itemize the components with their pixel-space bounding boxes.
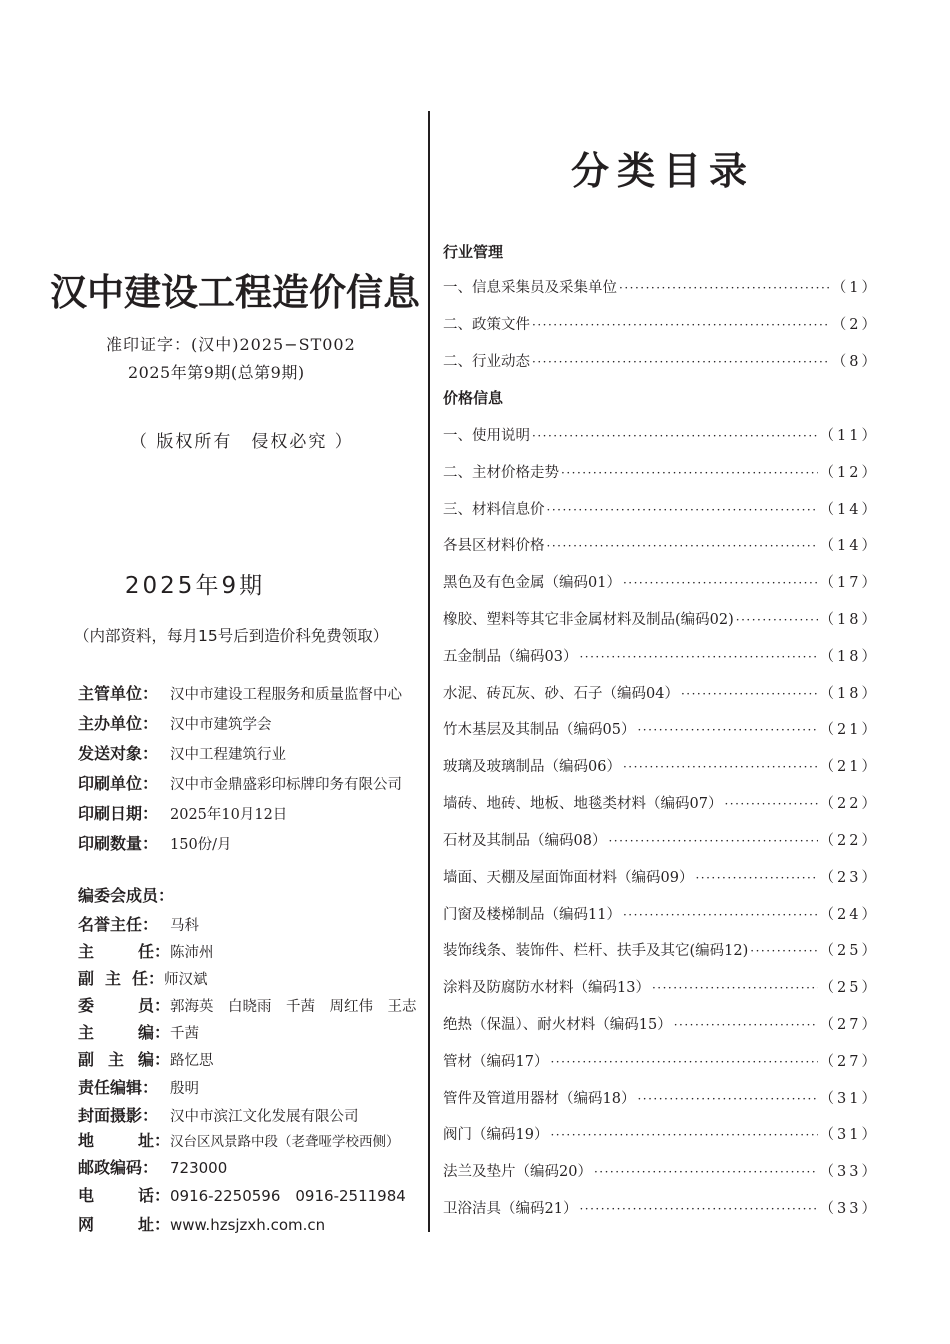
board-value: 郭海英 白晓雨 千茜 周红伟 王志 [170,999,417,1015]
board-label: 副 主 任： [78,969,164,988]
leader-dots [637,1092,817,1106]
toc-entry[interactable]: 卫浴洁具（编码21） ····· （33） [443,1197,879,1218]
board-row-postal-code [78,1155,227,1178]
page-number: （2） [831,317,879,333]
toc-entry[interactable]: 装饰线条、装饰件、栏杆、扶手及其它(编码12) ····· （25） [443,939,879,960]
website-link[interactable]: www.hzsjzxh.com.cn [170,1216,326,1234]
toc-entry[interactable]: 管件及管道用器材（编码18） ····· （31） [443,1087,879,1108]
board-label: 主 任： [78,942,170,961]
info-row-printer [78,771,402,794]
info-label: 印刷数量： [78,834,159,853]
info-label: 发送对象： [78,744,159,763]
table-of-contents [443,0,883,1344]
board-value: 殷明 [170,1081,199,1097]
toc-entry[interactable]: 涂料及防腐防水材料（编码13） ····· （25） [443,976,879,997]
page-number: （24） [819,907,879,923]
issue-heading: 2025年9期 [124,573,266,599]
leader-dots [594,1165,818,1179]
toc-entry[interactable]: 阀门（编码19） ····· （31） [443,1123,879,1144]
page-number: （25） [819,943,879,959]
toc-entry[interactable]: 竹木基层及其制品（编码05） ····· （21） [443,718,879,739]
distribution-note: （内部资料，每月15号后到造价科免费领取） [74,627,389,645]
leader-dots [652,981,818,995]
board-label: 名誉主任： [78,915,159,934]
board-row-deputy-director [78,966,208,989]
info-row-supervisor [78,681,402,704]
leader-dots [579,650,817,664]
board-value: 陈沛州 [170,945,214,961]
board-label: 责任编辑： [78,1078,159,1097]
page-number: （27） [819,1017,879,1033]
board-value: 师汉斌 [164,972,208,988]
info-value: 汉中市金鼎盛彩印标牌印务有限公司 [170,777,402,793]
leader-dots [579,1202,817,1216]
page-number: （12） [819,465,879,481]
leader-dots [550,1055,817,1069]
board-value: 路忆思 [170,1053,214,1069]
board-label: 电 话： [78,1186,170,1205]
board-row-website [78,1212,325,1235]
leader-dots [695,871,817,885]
page-number: （31） [819,1127,879,1143]
page-number: （14） [819,502,879,518]
leader-dots [750,944,817,958]
page-number: （25） [819,980,879,996]
toc-entry[interactable]: 管材（编码17） ····· （27） [443,1050,879,1071]
info-label: 主办单位： [78,714,159,733]
leader-dots [608,834,817,848]
toc-section-heading: 价格信息 [443,389,504,407]
info-label: 印刷日期： [78,804,159,823]
page-number: （27） [819,1054,879,1070]
page-number: （33） [819,1164,879,1180]
toc-entry[interactable]: 墙面、天棚及屋面饰面材料（编码09） ····· （23） [443,866,879,887]
info-value: 汉中市建筑学会 [170,717,272,733]
info-value: 汉中市建设工程服务和质量监督中心 [170,687,402,703]
leader-dots [681,687,818,701]
page-number: （18） [819,612,879,628]
board-row-cover-photo [78,1103,359,1126]
page-number: （21） [819,759,879,775]
leader-dots [736,613,818,627]
board-label: 委 员： [78,996,170,1015]
page-number: （1） [831,280,879,296]
toc-entry[interactable]: 石材及其制品（编码08） ····· （22） [443,829,879,850]
leader-dots [532,355,830,369]
leader-dots [674,1018,818,1032]
page-number: （18） [819,686,879,702]
toc-entry[interactable]: 三、材料信息价 ····· （14） [443,498,879,519]
board-row-director [78,939,214,962]
page-number: （11） [819,428,879,444]
board-label: 副 主 编： [78,1050,170,1069]
board-label: 网 址： [78,1215,170,1234]
toc-entry[interactable]: 二、行业动态 ····· （8） [443,350,879,371]
toc-entry[interactable]: 门窗及楼梯制品（编码11） ····· （24） [443,903,879,924]
page-number: （17） [819,575,879,591]
toc-entry[interactable]: 橡胶、塑料等其它非金属材料及制品(编码02) ····· （18） [443,608,879,629]
leader-dots [532,429,818,443]
board-row-address [78,1128,400,1151]
board-value: 723000 [170,1159,228,1177]
page-number: （22） [819,833,879,849]
board-row-deputy-editor [78,1047,214,1070]
info-row-audience [78,741,286,764]
page-number: （18） [819,649,879,665]
page-number: （8） [831,354,879,370]
copyright-notice: （ 版权所有 侵权必究 ） [130,432,354,452]
page-number: （23） [819,870,879,886]
board-value: 汉台区风景路中段（老聋哑学校西侧） [170,1134,400,1150]
info-value: 汉中工程建筑行业 [170,747,286,763]
info-label: 印刷单位： [78,774,159,793]
toc-entry[interactable]: 水泥、砖瓦灰、砂、石子（编码04） ····· （18） [443,682,879,703]
board-label: 主 编： [78,1023,170,1042]
column-divider [428,111,430,1232]
page-number: （22） [819,796,879,812]
permit-number: 准印证字：(汉中)2025−ST002 [106,335,356,354]
toc-entry[interactable]: 一、信息采集员及采集单位 ····· （1） [443,276,879,297]
page-number: （14） [819,538,879,554]
toc-entry[interactable]: 一、使用说明 ····· （11） [443,424,879,445]
leader-dots [623,908,818,922]
board-title: 编委会成员： [78,886,175,905]
info-row-print-date [78,801,287,824]
toc-section-heading: 行业管理 [443,243,504,261]
board-value: 千茜 [170,1026,199,1042]
leader-dots [561,466,818,480]
board-label: 邮政编码： [78,1158,159,1177]
toc-entry[interactable]: 二、主材价格走势 ····· （12） [443,461,879,482]
board-row-honorary-director [78,912,199,935]
board-value: 马科 [170,918,199,934]
toc-entry[interactable]: 五金制品（编码03） ····· （18） [443,645,879,666]
leader-dots [637,723,817,737]
toc-entry[interactable]: 二、政策文件 ····· （2） [443,313,879,334]
toc-entry[interactable]: 墙砖、地砖、地板、地毯类材料（编码07） ····· （22） [443,792,879,813]
board-value: 0916-2250596 0916-2511984 [170,1187,406,1205]
info-value: 150份/月 [170,837,232,853]
leader-dots [623,760,818,774]
toc-entry[interactable]: 玻璃及玻璃制品（编码06） ····· （21） [443,755,879,776]
leader-dots [724,797,817,811]
board-value: 汉中市滨江文化发展有限公司 [170,1109,359,1125]
toc-title: 分类目录 [570,149,755,193]
left-column [0,0,429,1344]
info-row-print-quantity [78,831,232,854]
board-row-responsible-editor [78,1075,199,1098]
leader-dots [532,318,830,332]
leader-dots [547,539,818,553]
leader-dots [550,1128,817,1142]
info-value: 2025年10月12日 [170,807,288,823]
issue-line: 2025年第9期(总第9期) [128,363,305,382]
board-row-members [78,993,417,1016]
info-row-sponsor [78,711,272,734]
board-row-editor-in-chief [78,1020,199,1043]
info-label: 主管单位： [78,684,159,703]
page-number: （21） [819,722,879,738]
leader-dots [547,503,818,517]
toc-entry[interactable]: 各县区材料价格 ····· （14） [443,534,879,555]
toc-entry[interactable]: 黑色及有色金属（编码01） ····· （17） [443,571,879,592]
toc-entry[interactable]: 法兰及垫片（编码20） ····· （33） [443,1160,879,1181]
page-number: （33） [819,1201,879,1217]
board-row-phone [78,1183,406,1206]
board-label: 地 址： [78,1131,170,1150]
toc-entry[interactable]: 绝热（保温）、耐火材料（编码15） ····· （27） [443,1013,879,1034]
publication-title: 汉中建设工程造价信息 [50,270,420,314]
leader-dots [619,281,830,295]
leader-dots [623,576,818,590]
board-label: 封面摄影： [78,1106,159,1125]
page-number: （31） [819,1091,879,1107]
